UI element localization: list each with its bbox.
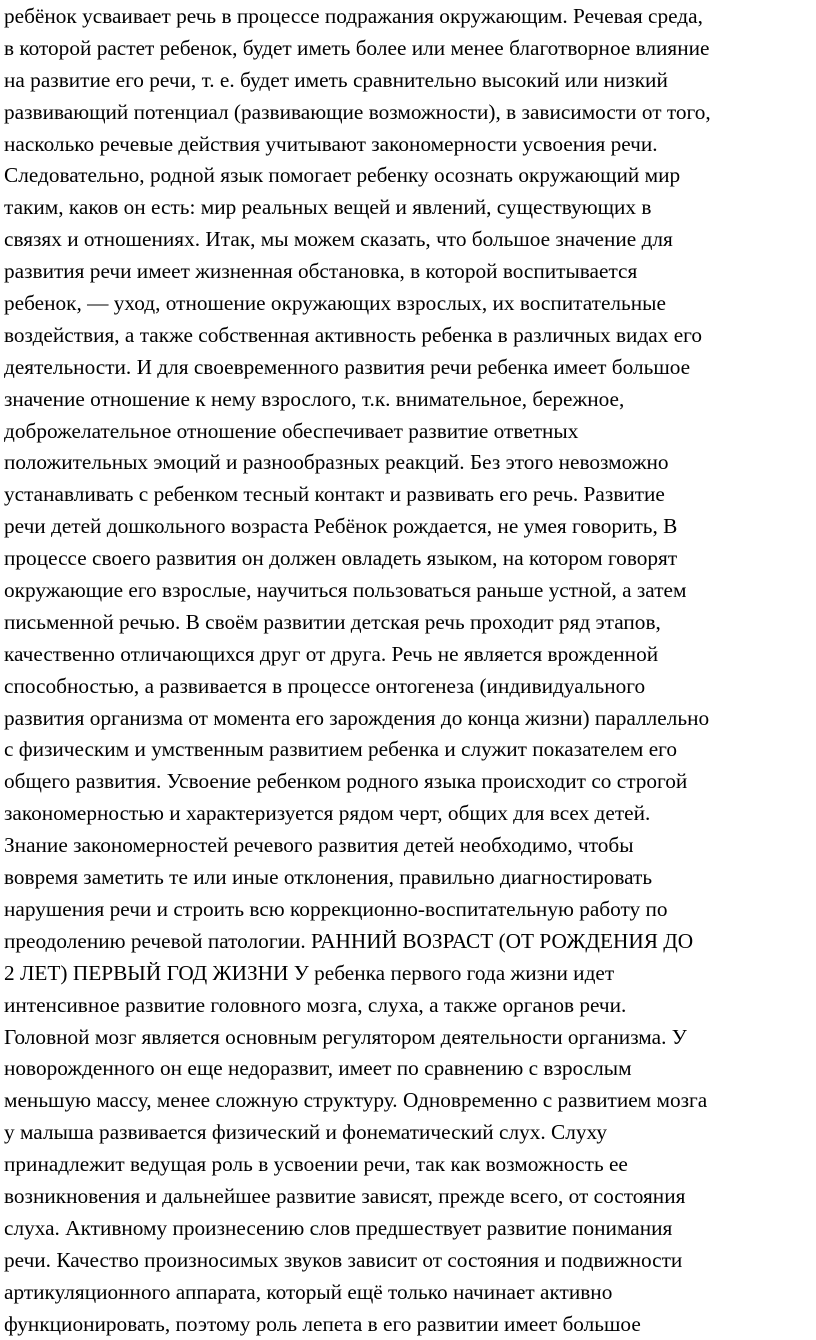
- text-line: 2 ЛЕТ) ПЕРВЫЙ ГОД ЖИЗНИ У ребенка первого года жизни идет: [4, 960, 615, 985]
- text-line: ребёнок усваивает речь в процессе подражания окружающим. Речевая среда,: [4, 4, 703, 28]
- text-line: связях и отношениях. Итак, мы можем сказать, что большое значение для: [4, 227, 673, 252]
- text-line: положительных эмоций и разнообразных реакций. Без этого невозможно: [4, 450, 669, 475]
- text-line: возникновения и дальнейшее развитие зависят, прежде всего, от состояния: [4, 1183, 686, 1208]
- text-line: речи. Качество произносимых звуков зависит от состояния и подвижности: [4, 1247, 683, 1272]
- text-line: способностью, а развивается в процессе онтогенеза (индивидуального: [4, 673, 646, 698]
- text-line: развития речи имеет жизненная обстановка, в которой воспитывается: [4, 259, 638, 284]
- text-line: преодолению речевой патологии. РАННИЙ ВОЗРАСТ (ОТ РОЖДЕНИЯ ДО: [4, 928, 694, 953]
- text-line: развивающий потенциал (развивающие возможности), в зависимости от того,: [4, 99, 711, 124]
- text-line: общего развития. Усвоение ребенком родного языка происходит со строгой: [4, 769, 688, 794]
- text-line: слуха. Активному произнесению слов предшествует развитие понимания: [4, 1215, 673, 1240]
- text-line: таким, каков он есть: мир реальных вещей и явлений, существующих в: [4, 195, 652, 220]
- text-line: функционировать, поэтому роль лепета в его развитии имеет большое: [4, 1311, 641, 1336]
- text-line: деятельности. И для своевременного развития речи ребенка имеет большое: [4, 354, 691, 379]
- text-line: письменной речью. В своём развитии детская речь проходит ряд этапов,: [4, 609, 661, 634]
- text-line: меньшую массу, менее сложную структуру. Одновременно с развитием мозга: [4, 1088, 708, 1113]
- text-line: Знание закономерностей речевого развития детей необходимо, чтобы: [4, 833, 634, 858]
- text-line: в которой растет ребенок, будет иметь более или менее благотворное влияние: [4, 35, 710, 60]
- text-line: нарушения речи и строить всю коррекционно-воспитательную работу по: [4, 896, 668, 921]
- text-line: принадлежит ведущая роль в усвоении речи, так как возможность ее: [4, 1152, 628, 1177]
- text-line: новорожденного он еще недоразвит, имеет по сравнению с взрослым: [4, 1056, 632, 1081]
- text-line: интенсивное развитие головного мозга, слуха, а также органов речи.: [4, 992, 627, 1017]
- text-line: Головной мозг является основным регулятором деятельности организма. У: [4, 1024, 687, 1049]
- text-line: значение отношение к нему взрослого, т.к. внимательное, бережное,: [4, 386, 625, 411]
- text-line: процессе своего развития он должен овладеть языком, на котором говорят: [4, 546, 678, 571]
- text-line: доброжелательное отношение обеспечивает развитие ответных: [4, 418, 579, 443]
- text-line: закономерностью и характеризуется рядом черт, общих для всех детей.: [4, 801, 651, 826]
- body-text: [4, 1, 816, 1340]
- text-line: артикуляционного аппарата, который ещё только начинает активно: [4, 1279, 613, 1304]
- text-line: Следовательно, родной язык помогает ребенку осознать окружающий мир: [4, 163, 681, 188]
- text-line: у малыша развивается физический и фонематический слух. Слуху: [4, 1120, 608, 1145]
- text-line: на развитие его речи, т. е. будет иметь сравнительно высокий или низкий: [4, 67, 668, 92]
- text-line: окружающие его взрослые, научиться пользоваться раньше устной, а затем: [4, 578, 687, 603]
- text-line: развития организма от момента его зарождения до конца жизни) параллельно: [4, 705, 710, 730]
- text-line: с физическим и умственным развитием ребенка и служит показателем его: [4, 737, 678, 762]
- text-line: речи детей дошкольного возраста Ребёнок рождается, не умея говорить, В: [4, 514, 678, 539]
- text-line: ребенок, — уход, отношение окружающих взрослых, их воспитательные: [4, 291, 666, 316]
- text-line: устанавливать с ребенком тесный контакт и развивать его речь. Развитие: [4, 482, 665, 507]
- text-line: качественно отличающихся друг от друга. Речь не является врожденной: [4, 641, 659, 666]
- text-line: воздействия, а также собственная активность ребенка в различных видах его: [4, 322, 703, 347]
- text-line: вовремя заметить те или иные отклонения, правильно диагностировать: [4, 865, 653, 890]
- text-line: насколько речевые действия учитывают закономерности усвоения речи.: [4, 131, 658, 156]
